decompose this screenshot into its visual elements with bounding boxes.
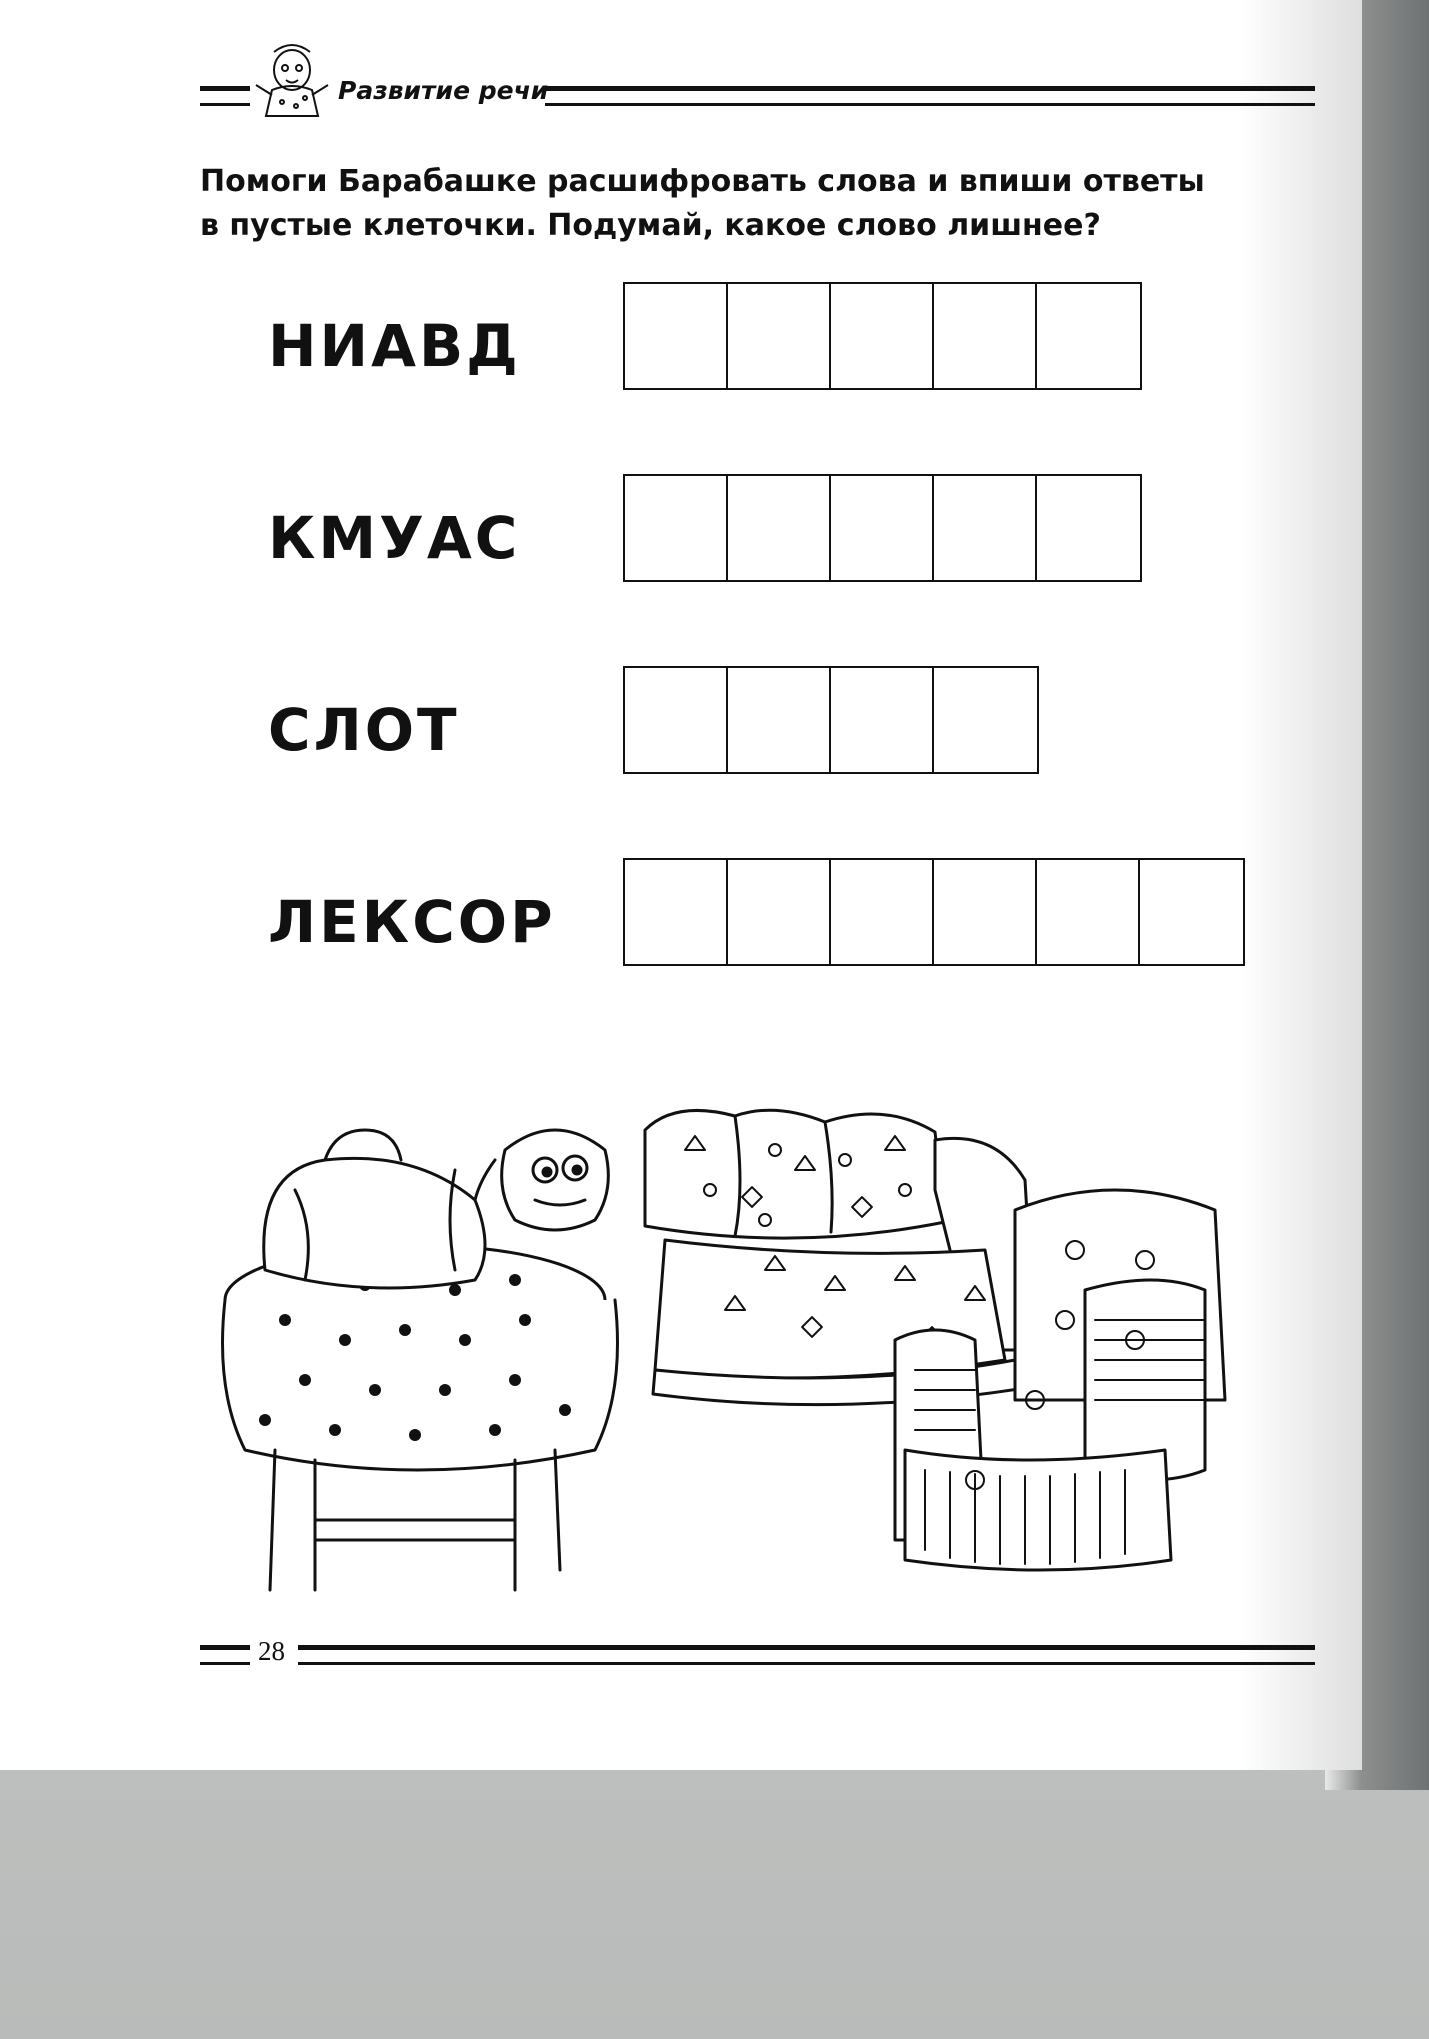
scrambled-word-4: ЛЕКСОР (268, 888, 556, 956)
answer-grid-1[interactable] (623, 282, 1142, 390)
answer-cell[interactable] (1037, 284, 1140, 388)
answer-cell[interactable] (934, 860, 1037, 964)
answer-cell[interactable] (625, 476, 728, 580)
task-instruction (200, 160, 1260, 248)
footer-rule-right (298, 1645, 1315, 1665)
answer-cell[interactable] (625, 668, 728, 772)
scrambled-word-1: НИАВД (268, 312, 521, 380)
scrambled-word-3: СЛОТ (268, 696, 460, 764)
answer-cell[interactable] (625, 284, 728, 388)
answer-cell[interactable] (728, 668, 831, 772)
section-title: Развитие речи (338, 76, 549, 105)
answer-cell[interactable] (934, 668, 1037, 772)
answer-cell[interactable] (831, 860, 934, 964)
barabashka-room-illustration (205, 1090, 1305, 1600)
answer-cell[interactable] (625, 860, 728, 964)
answer-grid-2[interactable] (623, 474, 1142, 582)
answer-cell[interactable] (1037, 476, 1140, 580)
instruction-line-2: в пустые клеточки. Подумай, какое слово лишнее? (200, 208, 1101, 243)
answer-cell[interactable] (728, 284, 831, 388)
page-number: 28 (258, 1636, 285, 1666)
header-rule-left (200, 86, 250, 106)
mascot-icon (250, 40, 335, 120)
header-rule-right (545, 86, 1315, 106)
scrambled-word-2: КМУАС (268, 504, 521, 572)
answer-cell[interactable] (831, 668, 934, 772)
answer-cell[interactable] (728, 860, 831, 964)
answer-grid-3[interactable] (623, 666, 1039, 774)
footer-rule-left (200, 1645, 250, 1665)
instruction-line-1: Помоги Барабашке расшифровать слова и впиши ответы (200, 164, 1205, 199)
answer-grid-4[interactable] (623, 858, 1245, 966)
answer-cell[interactable] (831, 476, 934, 580)
answer-cell[interactable] (934, 476, 1037, 580)
answer-cell[interactable] (1140, 860, 1243, 964)
answer-cell[interactable] (1037, 860, 1140, 964)
answer-cell[interactable] (728, 476, 831, 580)
answer-cell[interactable] (831, 284, 934, 388)
answer-cell[interactable] (934, 284, 1037, 388)
